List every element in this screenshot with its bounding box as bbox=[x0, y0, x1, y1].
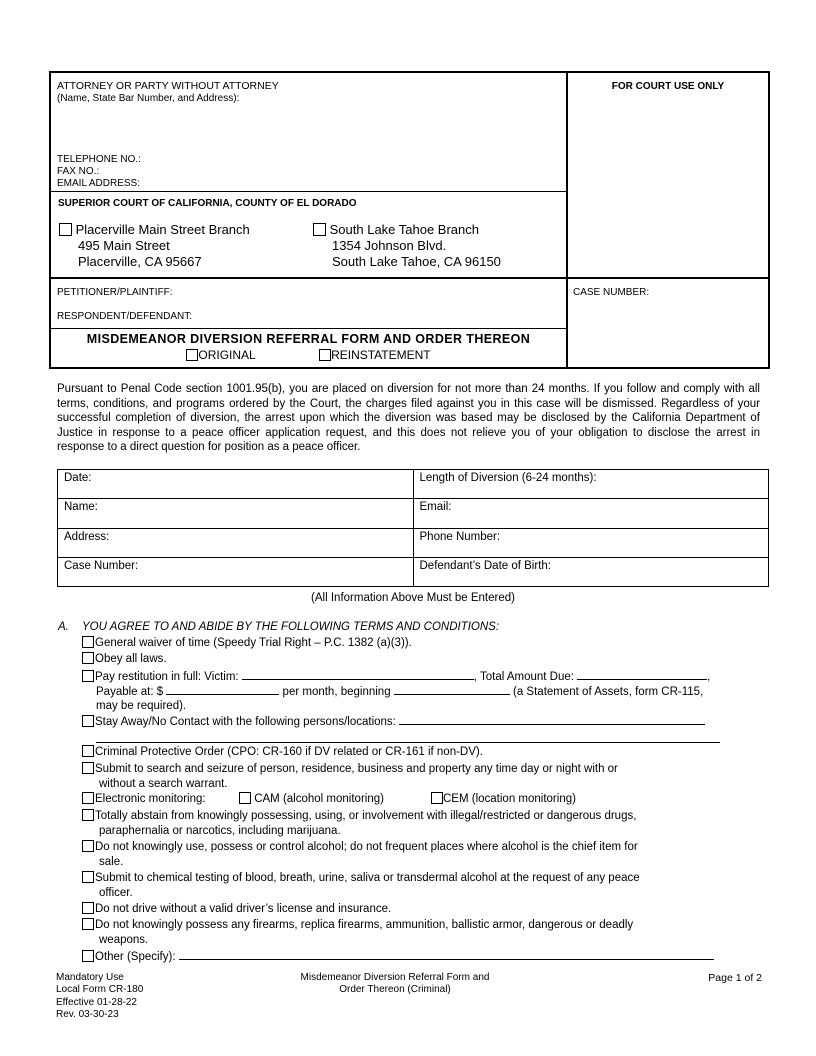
section-title: YOU AGREE TO AND ABIDE BY THE FOLLOWING TERMS AND CONDITIONS: bbox=[82, 621, 500, 633]
case-number-label: CASE NUMBER: bbox=[573, 287, 650, 298]
payable-label: Payable at: $ bbox=[96, 686, 164, 698]
date-field[interactable]: Date: bbox=[58, 470, 414, 499]
other-item bbox=[82, 949, 714, 965]
table-row bbox=[58, 499, 769, 528]
abstain-drugs-checkbox[interactable] bbox=[82, 809, 94, 821]
abstain-drugs-cont: paraphernalia or narcotics, including marijuana. bbox=[99, 825, 341, 837]
telephone-label: TELEPHONE NO.: bbox=[57, 154, 141, 165]
info-note: (All Information Above Must be Entered) bbox=[311, 592, 515, 604]
page-number: Page 1 of 2 bbox=[708, 972, 762, 984]
attorney-section bbox=[51, 73, 566, 192]
branch-city: South Lake Tahoe, CA 96150 bbox=[332, 254, 501, 269]
original-label: ORIGINAL bbox=[198, 348, 256, 362]
restitution-checkbox[interactable] bbox=[82, 670, 94, 682]
cem-text: CEM (location monitoring) bbox=[443, 793, 576, 805]
footer-mandatory: Mandatory Use bbox=[56, 972, 124, 983]
footer-form-number: Local Form CR-180 bbox=[56, 984, 144, 996]
stay-away-item bbox=[82, 714, 705, 730]
footer-effective: Effective 01-28-22 bbox=[56, 996, 137, 1008]
court-section bbox=[51, 192, 566, 279]
cam-text: CAM (alcohol monitoring) bbox=[254, 793, 384, 805]
firearms-text: Do not knowingly possess any firearms, replica firearms, ammunition, ballistic armor, dangerous or deadly bbox=[95, 919, 634, 931]
caption-box bbox=[49, 71, 770, 369]
electronic-monitoring-checkbox[interactable] bbox=[82, 792, 94, 804]
attorney-label: ATTORNEY OR PARTY WITHOUT ATTORNEY bbox=[57, 80, 279, 92]
defendant-info-table bbox=[57, 469, 769, 587]
address-field[interactable]: Address: bbox=[58, 528, 414, 557]
caption-left bbox=[51, 73, 568, 369]
firearms-item bbox=[82, 918, 633, 933]
license-item bbox=[82, 902, 391, 917]
form-title: MISDEMEANOR DIVERSION REFERRAL FORM AND ORDER THEREON bbox=[86, 332, 531, 346]
table-row bbox=[58, 528, 769, 557]
name-field[interactable]: Name: bbox=[58, 499, 414, 528]
cem-checkbox[interactable] bbox=[431, 792, 443, 804]
chemical-testing-text: Submit to chemical testing of blood, breath, urine, saliva or transdermal alcohol at the request of any peace bbox=[95, 872, 640, 884]
case-number-field[interactable]: Case Number: bbox=[58, 557, 414, 586]
parties-section bbox=[51, 279, 566, 329]
waiver-item bbox=[82, 636, 412, 651]
footer-revision: Rev. 03-30-23 bbox=[56, 1009, 119, 1021]
search-seizure-checkbox[interactable] bbox=[82, 762, 94, 774]
form-type-options bbox=[51, 348, 566, 362]
footer-title-line1: Misdemeanor Diversion Referral Form and bbox=[300, 972, 490, 983]
cam-checkbox[interactable] bbox=[239, 792, 251, 804]
restitution-item bbox=[82, 669, 710, 685]
cpo-text: Criminal Protective Order (CPO: CR-160 if DV related or CR-161 if non-DV). bbox=[95, 746, 483, 758]
chemical-testing-checkbox[interactable] bbox=[82, 871, 94, 883]
may-be-required: may be required). bbox=[96, 700, 187, 712]
footer-form-title bbox=[250, 972, 540, 997]
search-seizure-cont: without a search warrant. bbox=[99, 778, 228, 790]
branch-south-lake-tahoe bbox=[313, 222, 501, 270]
restitution-text: Pay restitution in full: Victim: bbox=[95, 671, 239, 683]
respondent-label: RESPONDENT/DEFENDANT: bbox=[57, 311, 193, 322]
fax-label: FAX NO.: bbox=[57, 166, 100, 177]
cpo-checkbox[interactable] bbox=[82, 745, 94, 757]
per-month-label: per month, beginning bbox=[282, 686, 391, 698]
waiver-checkbox[interactable] bbox=[82, 636, 94, 648]
obey-laws-item bbox=[82, 652, 167, 667]
branch-name: Placerville Main Street Branch bbox=[75, 222, 250, 237]
intro-paragraph: Pursuant to Penal Code section 1001.95(b), you are placed on diversion for not more than 24 months. If you follow and comply with all terms, conditions, and programs ordered by the Court, the charges filed against you in this case will be dismissed. Regardless of your successful completion of diversion, the arrest upon which the diversion was based may be disclosed by the California Department of Justice in response to a peace officer application request, and this does not relieve you of your obligation to disclose the arrest in response to a direct question for position as a peace officer. bbox=[57, 383, 760, 454]
other-text: Other (Specify): bbox=[95, 951, 176, 963]
statement-of-assets-text: (a Statement of Assets, form CR-115, bbox=[513, 686, 704, 698]
search-seizure-item bbox=[82, 762, 618, 777]
victim-field[interactable] bbox=[242, 669, 474, 680]
footer-title-line2: Order Thereon (Criminal) bbox=[339, 984, 451, 996]
cam-option bbox=[239, 792, 384, 807]
restitution-end: , bbox=[707, 671, 711, 683]
court-use-only: FOR COURT USE ONLY bbox=[568, 73, 768, 279]
alcohol-text: Do not knowingly use, possess or control alcohol; do not frequent places where alcohol is the chief item for bbox=[95, 841, 638, 853]
phone-number-field[interactable]: Phone Number: bbox=[413, 528, 769, 557]
caption-right bbox=[568, 73, 768, 369]
placerville-checkbox[interactable] bbox=[59, 223, 72, 236]
stay-away-checkbox[interactable] bbox=[82, 715, 94, 727]
petitioner-label: PETITIONER/PLAINTIFF: bbox=[57, 287, 173, 298]
branch-street: 495 Main Street bbox=[78, 238, 170, 253]
chemical-testing-item bbox=[82, 871, 640, 886]
court-name: SUPERIOR COURT OF CALIFORNIA, COUNTY OF EL DORADO bbox=[58, 198, 357, 209]
beginning-date-field[interactable] bbox=[394, 684, 510, 695]
south-lake-tahoe-checkbox[interactable] bbox=[313, 223, 326, 236]
contact-fields bbox=[57, 154, 141, 190]
section-letter: A. bbox=[58, 621, 69, 633]
reinstatement-checkbox[interactable] bbox=[319, 349, 331, 361]
chemical-testing-cont: officer. bbox=[99, 887, 133, 899]
firearms-checkbox[interactable] bbox=[82, 918, 94, 930]
original-checkbox[interactable] bbox=[186, 349, 198, 361]
total-due-label: , Total Amount Due: bbox=[473, 671, 574, 683]
stay-away-field[interactable] bbox=[399, 714, 705, 725]
abstain-drugs-item bbox=[82, 809, 636, 824]
alcohol-cont: sale. bbox=[99, 856, 124, 868]
obey-laws-checkbox[interactable] bbox=[82, 652, 94, 664]
branch-street: 1354 Johnson Blvd. bbox=[332, 238, 447, 253]
cpo-item bbox=[82, 745, 483, 760]
payable-line bbox=[96, 684, 703, 700]
other-specify-field[interactable] bbox=[179, 949, 714, 960]
email-label: EMAIL ADDRESS: bbox=[57, 178, 140, 189]
electronic-monitoring-item bbox=[82, 792, 206, 807]
length-of-diversion-field[interactable]: Length of Diversion (6-24 months): bbox=[413, 470, 769, 499]
table-row bbox=[58, 557, 769, 586]
firearms-cont: weapons. bbox=[99, 934, 149, 946]
abstain-drugs-text: Totally abstain from knowingly possessing, using, or involvement with illegal/restricted or dangerous drugs, bbox=[95, 810, 637, 822]
obey-laws-text: Obey all laws. bbox=[95, 653, 167, 665]
branch-placerville bbox=[59, 222, 250, 270]
footer-form-info bbox=[56, 972, 143, 1022]
email-field[interactable]: Email: bbox=[413, 499, 769, 528]
section-a-heading bbox=[58, 621, 499, 633]
branch-name: South Lake Tahoe Branch bbox=[329, 222, 479, 237]
alcohol-checkbox[interactable] bbox=[82, 840, 94, 852]
waiver-text: General waiver of time (Speedy Trial Right – P.C. 1382 (a)(3)). bbox=[95, 637, 412, 649]
cem-option bbox=[431, 792, 576, 807]
payment-amount-field[interactable] bbox=[166, 684, 279, 695]
table-row bbox=[58, 470, 769, 499]
stay-away-continuation-line[interactable] bbox=[96, 742, 720, 743]
total-due-field[interactable] bbox=[577, 669, 707, 680]
reinstatement-label: REINSTATEMENT bbox=[331, 348, 431, 362]
license-checkbox[interactable] bbox=[82, 902, 94, 914]
other-checkbox[interactable] bbox=[82, 950, 94, 962]
attorney-sublabel: (Name, State Bar Number, and Address): bbox=[57, 93, 240, 104]
search-seizure-text: Submit to search and seizure of person, residence, business and property any time day or night with or bbox=[95, 763, 618, 775]
alcohol-item bbox=[82, 840, 638, 855]
stay-away-text: Stay Away/No Contact with the following persons/locations: bbox=[95, 716, 396, 728]
license-text: Do not drive without a valid driver’s license and insurance. bbox=[95, 903, 392, 915]
electronic-monitoring-text: Electronic monitoring: bbox=[95, 793, 206, 805]
branch-city: Placerville, CA 95667 bbox=[78, 254, 202, 269]
form-title-section bbox=[51, 329, 566, 369]
date-of-birth-field[interactable]: Defendant’s Date of Birth: bbox=[413, 557, 769, 586]
